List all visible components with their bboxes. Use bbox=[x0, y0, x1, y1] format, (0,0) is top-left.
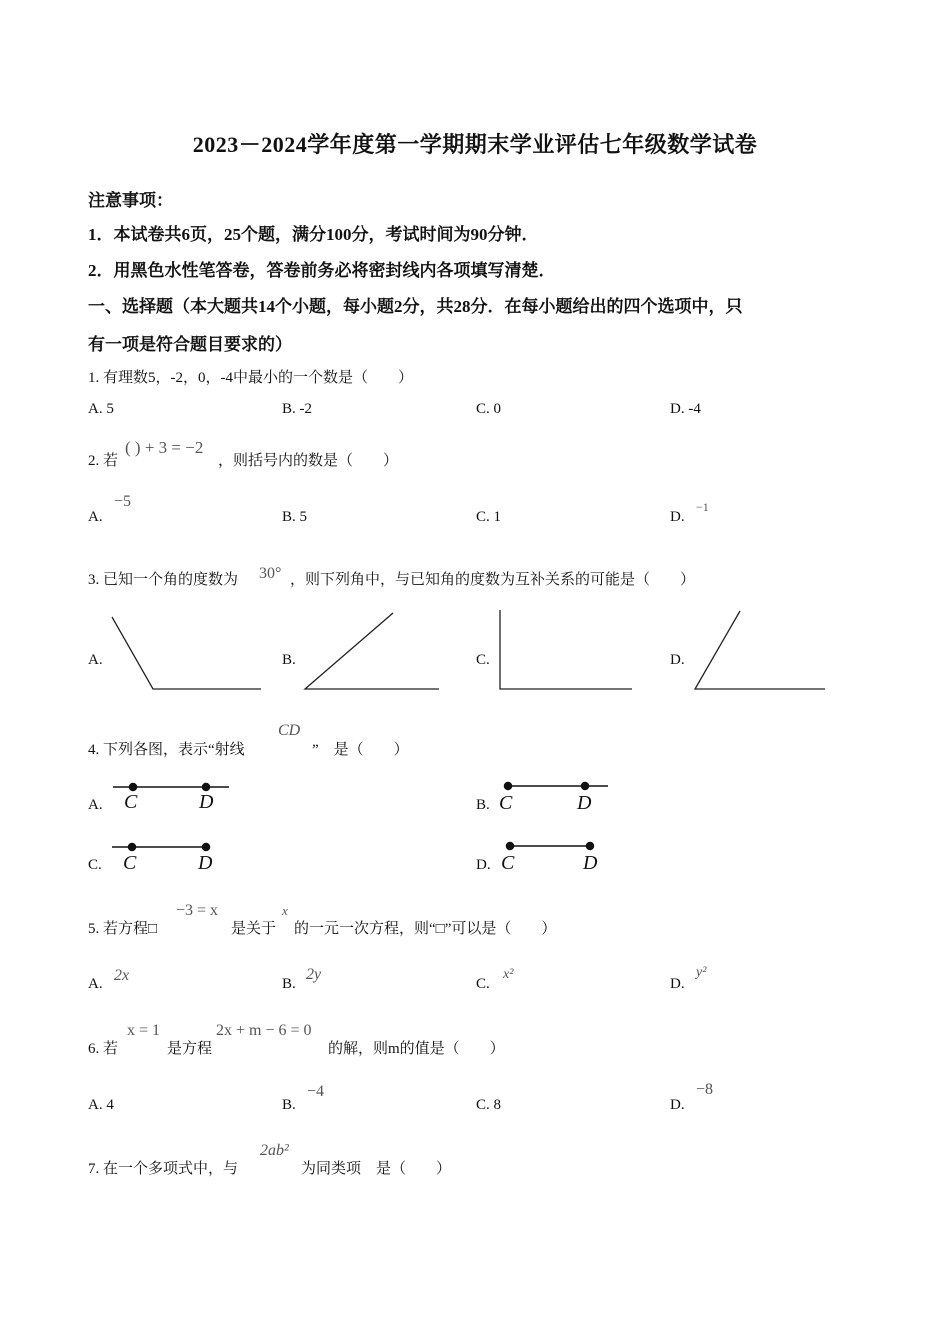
section-heading-line2: 有一项是符合题目要求的） bbox=[88, 335, 292, 354]
question-6-solution: x = 1 bbox=[127, 1022, 161, 1039]
q4-figure-a-label-c: C bbox=[124, 791, 138, 813]
q5-option-a: A. bbox=[88, 976, 103, 992]
q5-option-b-math: 2y bbox=[306, 966, 322, 983]
question-5-stem-mid: 是关于 bbox=[231, 921, 277, 937]
q3-option-d: D. bbox=[670, 652, 685, 668]
q2-option-c: C. 1 bbox=[476, 509, 502, 525]
q3-option-c: C. bbox=[476, 652, 490, 668]
q2-option-d-math: −1 bbox=[696, 500, 709, 514]
question-6-equation: 2x + m − 6 = 0 bbox=[216, 1022, 312, 1039]
q4-figure-a-label-d: D bbox=[199, 791, 214, 813]
q4-figure-c-label-c: C bbox=[123, 852, 137, 874]
question-3-stem-pre: 3. 已知一个角的度数为 bbox=[88, 572, 239, 588]
question-2-equation: ( ) + 3 = −2 bbox=[125, 438, 204, 457]
question-5-stem-pre: 5. 若方程□ bbox=[88, 921, 158, 937]
section-heading-line1: 一、选择题（本大题共14个小题，每小题2分，共28分．在每小题给出的四个选项中，只 bbox=[88, 297, 743, 316]
q2-option-b: B. 5 bbox=[282, 509, 308, 525]
question-4-stem-pre: 4. 下列各图，表示“射线 bbox=[88, 742, 245, 758]
q5-option-d-math: y² bbox=[696, 965, 707, 980]
question-4-stem-post: ” 是（ ） bbox=[312, 742, 409, 758]
q4-option-b: B. bbox=[476, 797, 490, 813]
question-7-term: 2ab² bbox=[260, 1142, 289, 1159]
q4-figure-c-point-c bbox=[129, 844, 136, 851]
page-title: 2023－2024学年度第一学期期末学业评估七年级数学试卷 bbox=[192, 132, 758, 157]
q6-option-d-math: −8 bbox=[696, 1081, 714, 1098]
question-6-stem-mid: 是方程 bbox=[167, 1041, 213, 1057]
q1-option-d: D. -4 bbox=[670, 401, 701, 417]
question-7-stem-post: 为同类项 是（ ） bbox=[301, 1161, 452, 1177]
q3-option-a: A. bbox=[88, 652, 103, 668]
q5-option-a-math: 2x bbox=[114, 967, 130, 984]
q4-figure-a-point-c bbox=[130, 784, 137, 791]
question-7-stem-pre: 7. 在一个多项式中，与 bbox=[88, 1161, 239, 1177]
q4-option-d: D. bbox=[476, 857, 491, 873]
q6-option-b: B. bbox=[282, 1097, 296, 1113]
question-2-stem-pre: 2. 若 bbox=[88, 453, 119, 469]
q2-option-a-math: −5 bbox=[114, 493, 132, 510]
q6-option-b-math: −4 bbox=[307, 1083, 325, 1100]
q6-option-d: D. bbox=[670, 1097, 685, 1113]
q5-option-c: C. bbox=[476, 976, 490, 992]
q2-option-d: D. bbox=[670, 509, 685, 525]
q4-figure-d-point-c bbox=[507, 843, 514, 850]
question-4-ray-name: CD bbox=[278, 722, 301, 739]
question-2-stem-post: ，则括号内的数是（ ） bbox=[218, 453, 399, 469]
q1-option-a: A. 5 bbox=[88, 401, 114, 417]
q4-figure-d-label-d: D bbox=[583, 852, 598, 874]
notice-item-2: 2．用黑色水性笔答卷，答卷前务必将密封线内各项填写清楚． bbox=[88, 261, 556, 280]
q2-option-a: A. bbox=[88, 509, 103, 525]
q4-figure-b-label-d: D bbox=[577, 792, 592, 814]
question-3-angle: 30° bbox=[259, 565, 282, 582]
notice-item-1: 1．本试卷共6页，25个题，满分100分，考试时间为90分钟． bbox=[88, 225, 539, 244]
q6-option-a: A. 4 bbox=[88, 1097, 114, 1113]
q4-option-c: C. bbox=[88, 857, 102, 873]
q4-figure-b-label-c: C bbox=[499, 792, 513, 814]
q5-option-c-math: x² bbox=[503, 967, 514, 982]
q4-figure-b-point-c bbox=[505, 783, 512, 790]
q4-figure-d-point-d bbox=[587, 843, 594, 850]
question-1-stem: 1. 有理数5，-2，0，-4中最小的一个数是（ ） bbox=[88, 370, 413, 386]
q1-option-b: B. -2 bbox=[282, 401, 312, 417]
q3-option-b: B. bbox=[282, 652, 296, 668]
q4-figure-a-point-d bbox=[203, 784, 210, 791]
question-5-equation: −3 = x bbox=[176, 902, 219, 919]
question-6-stem-pre: 6. 若 bbox=[88, 1041, 119, 1057]
q6-option-c: C. 8 bbox=[476, 1097, 502, 1113]
question-3-stem-post: ，则下列角中，与已知角的度数为互补关系的可能是（ ） bbox=[290, 572, 696, 588]
question-6-stem-post: 的解，则m的值是（ ） bbox=[328, 1041, 505, 1057]
question-5-variable: x bbox=[282, 903, 288, 918]
q4-figure-c-label-d: D bbox=[198, 852, 213, 874]
q4-figure-d-label-c: C bbox=[501, 852, 515, 874]
q1-option-c: C. 0 bbox=[476, 401, 502, 417]
question-5-stem-post: 的一元一次方程，则“□”可以是（ ） bbox=[294, 921, 557, 937]
q4-option-a: A. bbox=[88, 797, 103, 813]
q5-option-d: D. bbox=[670, 976, 685, 992]
q5-option-b: B. bbox=[282, 976, 296, 992]
q4-figure-c-point-d bbox=[203, 844, 210, 851]
notice-heading: 注意事项： bbox=[88, 191, 173, 210]
q4-figure-b-point-d bbox=[582, 783, 589, 790]
